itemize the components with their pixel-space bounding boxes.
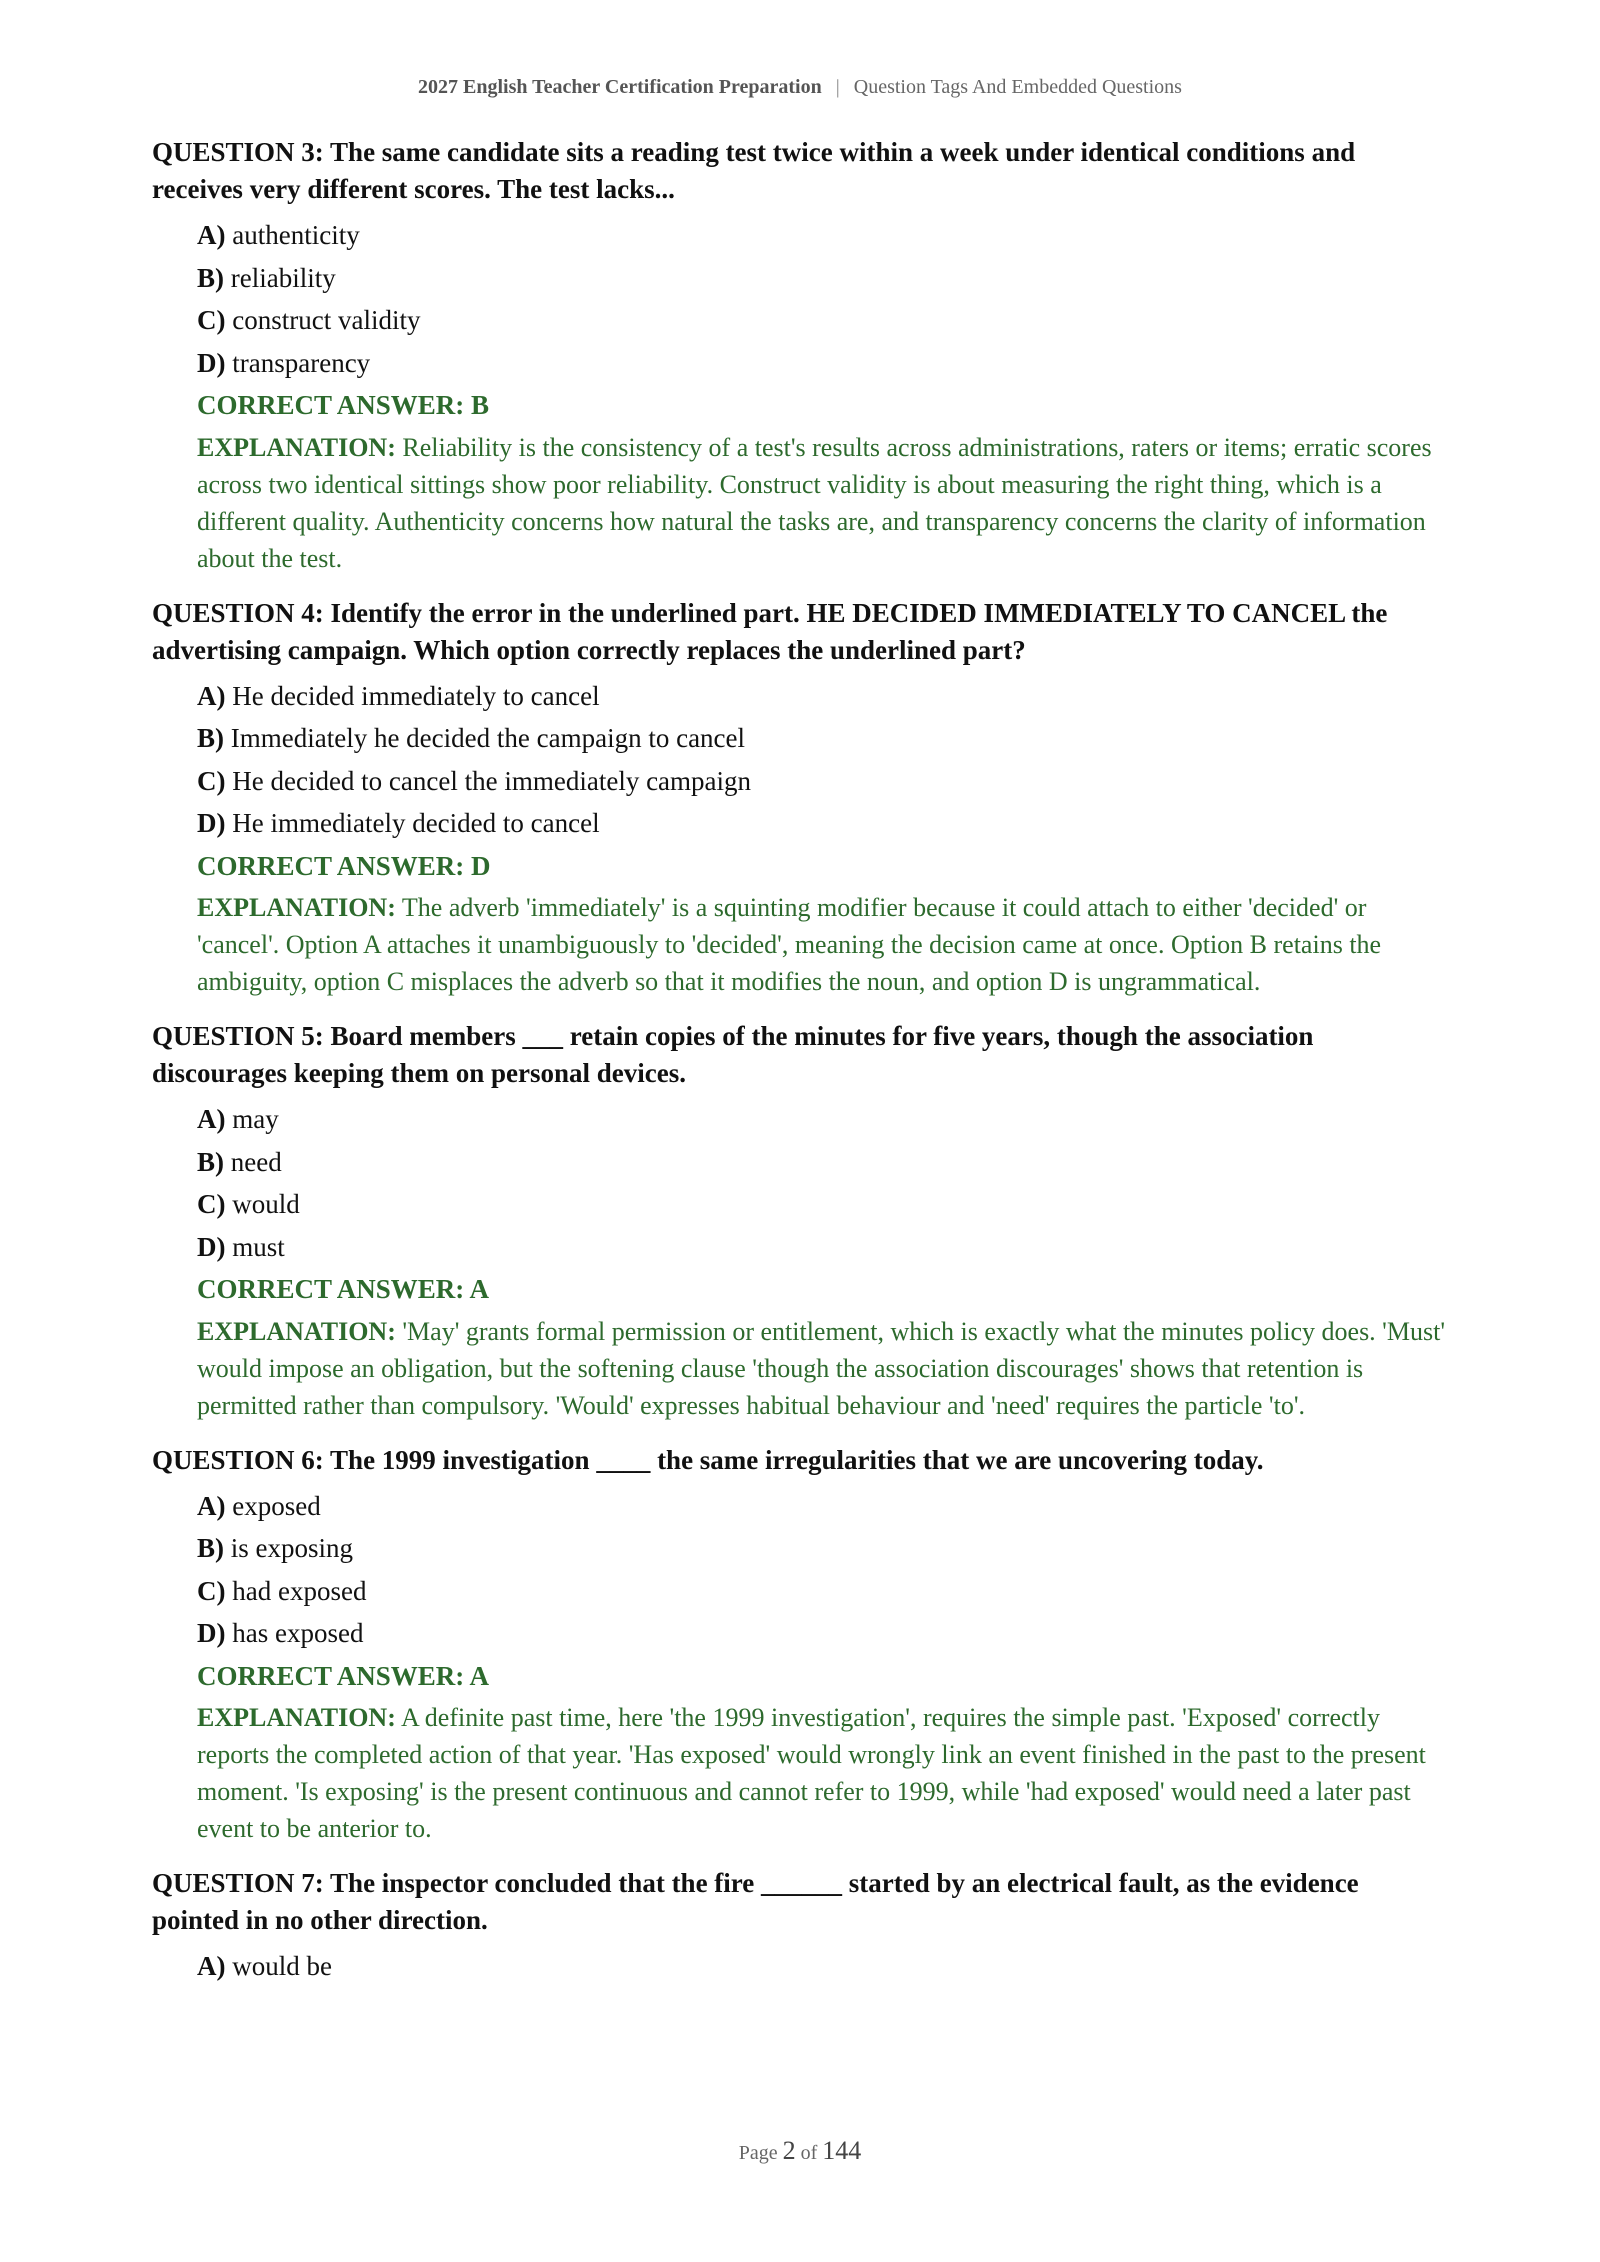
option-text: has exposed xyxy=(232,1618,364,1648)
explanation xyxy=(197,1699,1452,1847)
option-letter: B) xyxy=(197,1533,224,1563)
header-title: 2027 English Teacher Certification Preparation xyxy=(418,76,822,98)
explanation-text: The adverb 'immediately' is a squinting modifier because it could attach to either 'decided' or 'cancel'. Option A attaches it unambiguously to 'decided', meaning the decision came at once. Option B retains the ambiguity, option C misplaces the adverb so that it modifies the noun, and option D is ungrammatical. xyxy=(197,893,1382,996)
option-letter: A) xyxy=(197,1490,226,1521)
option-letter: C) xyxy=(197,765,226,796)
option-text: construct validity xyxy=(232,305,421,335)
option-text: He decided to cancel the immediately campaign xyxy=(232,765,752,796)
option-text: would xyxy=(232,1189,300,1219)
option-letter: C) xyxy=(197,305,226,335)
option-text: need xyxy=(230,1146,282,1177)
correct-answer: CORRECT ANSWER: A xyxy=(197,1660,490,1691)
question-3 xyxy=(152,134,1452,577)
option-letter: D) xyxy=(197,347,226,378)
option-letter: A) xyxy=(197,680,226,711)
question-text: QUESTION 4: Identify the error in the underlined part. HE DECIDED IMMEDIATELY TO CANCEL the advertising campaign. Which option correctly replaces the underlined part? xyxy=(152,597,1388,665)
option-text: must xyxy=(232,1231,285,1262)
option-letter: B) xyxy=(197,723,224,753)
question-text: QUESTION 6: The 1999 investigation ____ the same irregularities that we are uncovering today. xyxy=(152,1444,1264,1475)
option-text: is exposing xyxy=(230,1533,354,1563)
option-letter: A) xyxy=(197,1104,226,1134)
page-label: Page xyxy=(738,2142,778,2164)
option-text: reliability xyxy=(230,262,336,293)
explanation-label: EXPLANATION: xyxy=(197,1316,396,1346)
option-list xyxy=(197,675,1452,845)
option-list xyxy=(197,1485,1452,1655)
option-b xyxy=(197,717,1452,760)
option-b xyxy=(197,257,1452,300)
explanation-label: EXPLANATION: xyxy=(197,432,396,462)
option-list xyxy=(197,214,1452,384)
question-text: QUESTION 7: The inspector concluded that the fire ______ started by an electrical fault, as the evidence pointed in no other direction. xyxy=(152,1868,1359,1935)
option-d xyxy=(197,1612,1452,1655)
option-c xyxy=(197,760,1452,803)
option-a xyxy=(197,675,1452,718)
header-section: Question Tags And Embedded Questions xyxy=(853,76,1182,98)
correct-answer: CORRECT ANSWER: B xyxy=(197,390,490,420)
option-letter: D) xyxy=(197,1231,226,1262)
question-4 xyxy=(152,595,1452,1001)
explanation-text: Reliability is the consistency of a test's results across administrations, raters or items; erratic scores across two identical sittings show poor reliability. Construct validity is about measuring the right thing, which is a different quality. Authenticity concerns how natural the tasks are, and transparency concerns the clarity of information about the test. xyxy=(197,432,1432,573)
option-letter: B) xyxy=(197,262,224,293)
page-header xyxy=(0,76,1600,99)
question-7 xyxy=(152,1865,1452,1988)
option-letter: D) xyxy=(197,1618,226,1648)
explanation xyxy=(197,429,1452,577)
explanation-label: EXPLANATION: xyxy=(197,893,396,922)
option-a xyxy=(197,1945,1452,1988)
option-text: would be xyxy=(232,1951,332,1981)
option-c xyxy=(197,299,1452,342)
option-a xyxy=(197,214,1452,257)
option-letter: A) xyxy=(197,220,226,250)
option-a xyxy=(197,1098,1452,1141)
option-b xyxy=(197,1141,1452,1184)
question-text: QUESTION 3: The same candidate sits a reading test twice within a week under identical conditions and receives very different scores. The test lacks... xyxy=(152,137,1356,204)
correct-answer: CORRECT ANSWER: D xyxy=(197,850,491,881)
explanation-text: 'May' grants formal permission or entitlement, which is exactly what the minutes policy does. 'Must' would impose an obligation, but the softening clause 'though the association discourages' shows that retention is permitted rather than compulsory. 'Would' expresses habitual behaviour and 'need' requires the particle 'to'. xyxy=(197,1316,1446,1420)
option-text: He immediately decided to cancel xyxy=(232,808,600,838)
explanation xyxy=(197,889,1452,1000)
explanation-text: A definite past time, here 'the 1999 investigation', requires the simple past. 'Exposed' correctly reports the completed action of that year. 'Has exposed' would wrongly link an event finished in the past to the present moment. 'Is exposing' is the present continuous and cannot refer to 1999, while 'had exposed' would need a later past event to be anterior to. xyxy=(197,1703,1426,1843)
correct-answer: CORRECT ANSWER: A xyxy=(197,1274,490,1304)
option-text: He decided immediately to cancel xyxy=(232,680,600,711)
option-c xyxy=(197,1183,1452,1226)
option-letter: A) xyxy=(197,1951,226,1981)
option-list xyxy=(197,1945,1452,1988)
option-letter: C) xyxy=(197,1189,226,1219)
option-d xyxy=(197,1226,1452,1269)
page-total: 144 xyxy=(822,2136,862,2165)
option-c xyxy=(197,1570,1452,1613)
question-5 xyxy=(152,1018,1452,1424)
option-text: Immediately he decided the campaign to cancel xyxy=(230,723,746,753)
option-a xyxy=(197,1485,1452,1528)
question-6 xyxy=(152,1442,1452,1848)
option-letter: C) xyxy=(197,1575,226,1606)
explanation-label: EXPLANATION: xyxy=(197,1703,396,1732)
option-letter: D) xyxy=(197,808,226,838)
option-d xyxy=(197,802,1452,845)
page-number: 2 xyxy=(782,2136,796,2165)
option-text: may xyxy=(232,1104,279,1134)
option-text: exposed xyxy=(232,1490,321,1521)
option-list xyxy=(197,1098,1452,1268)
option-d xyxy=(197,342,1452,385)
option-text: authenticity xyxy=(232,220,360,250)
header-separator: | xyxy=(835,76,840,98)
option-text: had exposed xyxy=(232,1575,367,1606)
page-of: of xyxy=(800,2142,818,2164)
page-footer xyxy=(0,2136,1600,2166)
question-text: QUESTION 5: Board members ___ retain copies of the minutes for five years, though the association discourages keeping them on personal devices. xyxy=(152,1021,1314,1088)
option-b xyxy=(197,1527,1452,1570)
option-text: transparency xyxy=(232,347,371,378)
explanation xyxy=(197,1313,1452,1424)
option-letter: B) xyxy=(197,1146,224,1177)
page-content xyxy=(152,134,1452,2006)
